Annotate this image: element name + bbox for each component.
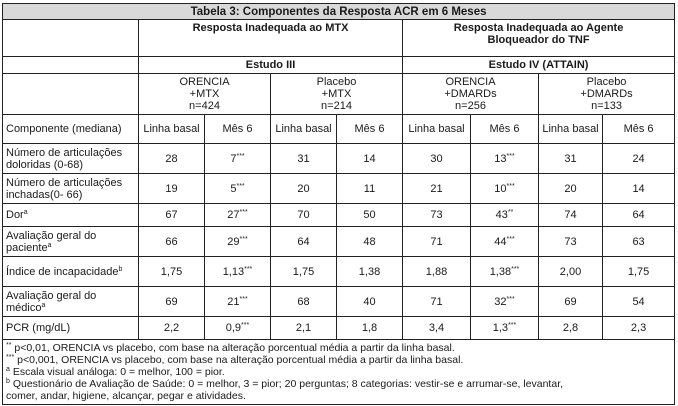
row-label-text: Número de articulações inchadas(0- 66) <box>6 176 123 201</box>
row-label <box>3 257 139 287</box>
footnote-mark: a <box>6 366 10 373</box>
footnote-marker: a <box>23 209 28 216</box>
value-cell <box>205 227 271 257</box>
column-header-row <box>3 115 675 144</box>
table-row <box>3 257 675 287</box>
footnote-mark: *** <box>6 354 15 361</box>
value-cell <box>403 227 471 257</box>
value-cell <box>271 174 337 204</box>
table-title-row <box>3 4 675 20</box>
value-text: 64 <box>297 235 310 248</box>
value-text: 73 <box>564 235 577 248</box>
value-text: 31 <box>564 152 577 165</box>
component-header: Componente (mediana) <box>3 115 139 144</box>
value-text: 27 <box>227 209 240 221</box>
arm-header-orencia-mtx <box>139 74 271 115</box>
time-header: Linha basal <box>403 115 471 144</box>
value-text: 13 <box>494 152 507 165</box>
value-cell <box>271 227 337 257</box>
significance-marker: *** <box>508 322 517 329</box>
value-cell <box>337 204 403 227</box>
row-label-text: Dor <box>6 209 24 221</box>
arm-header-placebo-dmards <box>539 74 675 115</box>
value-cell <box>603 317 675 340</box>
value-text: 1,88 <box>425 265 448 278</box>
value-text: 11 <box>363 182 376 195</box>
footnote-text: comer, andar, higiene, alcançar, pegar e atividades. <box>6 390 246 402</box>
value-text: 74 <box>564 209 577 221</box>
value-cell <box>403 317 471 340</box>
arm-header-orencia-dmards <box>403 74 539 115</box>
value-cell <box>471 317 539 340</box>
value-cell <box>471 174 539 204</box>
group-header-mtx: Resposta Inadequada ao MTX <box>139 20 403 57</box>
footnote <box>6 354 671 366</box>
value-text: 2,8 <box>562 322 579 334</box>
significance-marker: *** <box>239 295 248 303</box>
value-cell <box>271 257 337 287</box>
value-text: 24 <box>632 152 645 165</box>
value-text: 1,8 <box>361 322 378 334</box>
value-cell <box>539 144 603 174</box>
value-cell <box>139 317 205 340</box>
value-cell <box>271 287 337 317</box>
value-text: 31 <box>297 152 310 165</box>
arm-combo: +DMARDs <box>580 88 633 100</box>
table-row <box>3 204 675 227</box>
value-text: 1,38 <box>489 265 512 278</box>
value-cell <box>139 144 205 174</box>
value-cell <box>337 144 403 174</box>
value-cell <box>271 317 337 340</box>
value-cell <box>471 287 539 317</box>
value-text: 0,9 <box>225 322 242 334</box>
time-header: Linha basal <box>271 115 337 144</box>
value-text: 28 <box>165 152 178 165</box>
value-cell <box>403 204 471 227</box>
value-text: 70 <box>297 209 310 221</box>
value-text: 21 <box>430 182 443 195</box>
footnotes <box>3 340 675 405</box>
value-cell <box>205 144 271 174</box>
footnote-text: Escala visual análoga: 0 = melhor, 100 = pior. <box>9 366 225 378</box>
value-cell <box>539 317 603 340</box>
row-label <box>3 287 139 317</box>
significance-marker: *** <box>236 152 245 160</box>
value-text: 2,1 <box>295 322 312 334</box>
value-text: 48 <box>363 235 376 248</box>
arm-combo: +MTX <box>321 88 352 100</box>
value-text: 3,4 <box>428 322 445 334</box>
value-cell <box>539 174 603 204</box>
value-text: 71 <box>430 295 443 308</box>
value-cell <box>403 257 471 287</box>
significance-marker: *** <box>506 182 515 190</box>
footnote-marker: b <box>118 265 123 273</box>
row-label <box>3 227 139 257</box>
value-cell <box>471 257 539 287</box>
footnote <box>6 342 671 354</box>
value-cell <box>139 257 205 287</box>
time-header: Mês 6 <box>337 115 403 144</box>
significance-marker: *** <box>239 209 248 216</box>
value-text: 14 <box>632 182 645 195</box>
value-text: 30 <box>430 152 443 165</box>
value-cell <box>603 287 675 317</box>
row-label <box>3 317 139 340</box>
row-label-text: PCR (mg/dL) <box>6 322 71 334</box>
group-header-tnf <box>403 20 675 57</box>
value-text: 1,13 <box>222 265 245 278</box>
value-text: 1,3 <box>492 322 509 334</box>
arm-header-placebo-mtx <box>271 74 403 115</box>
footnote-text: p<0,001, ORENCIA vs placebo, com base na alteração porcentual média a partir da linha basal. <box>14 354 464 366</box>
time-header: Mês 6 <box>471 115 539 144</box>
table-title: Tabela 3: Componentes da Resposta ACR em 6 Meses <box>3 4 675 20</box>
value-text: 2,2 <box>163 322 180 334</box>
significance-marker: *** <box>239 235 248 243</box>
value-text: 2,3 <box>630 322 647 334</box>
value-text: 40 <box>363 295 376 308</box>
row-label <box>3 144 139 174</box>
value-text: 10 <box>494 182 507 195</box>
significance-marker: *** <box>236 182 245 190</box>
footnote-marker: a <box>41 301 46 309</box>
study-header-iv: Estudo IV (ATTAIN) <box>403 57 675 74</box>
value-text: 64 <box>632 209 645 221</box>
value-cell <box>205 317 271 340</box>
footnote-mark: ** <box>6 342 12 349</box>
value-cell <box>403 174 471 204</box>
table-wrapper <box>2 3 674 405</box>
value-cell <box>205 174 271 204</box>
table-row <box>3 317 675 340</box>
time-header: Linha basal <box>139 115 205 144</box>
value-text: 21 <box>227 295 240 308</box>
value-text: 20 <box>297 182 310 195</box>
value-text: 14 <box>363 152 376 165</box>
value-cell <box>403 287 471 317</box>
value-cell <box>337 227 403 257</box>
value-text: 44 <box>494 235 507 248</box>
value-text: 7 <box>230 152 237 165</box>
value-cell <box>139 204 205 227</box>
value-cell <box>603 257 675 287</box>
footnote-text: p<0,01, ORENCIA vs placebo, com base na alteração porcentual média a partir da linha basal. <box>11 342 455 354</box>
value-text: 63 <box>632 235 645 248</box>
value-cell <box>603 204 675 227</box>
value-text: 1,75 <box>160 265 183 278</box>
value-cell <box>139 174 205 204</box>
significance-marker: *** <box>506 152 515 160</box>
value-cell <box>139 287 205 317</box>
arm-name: ORENCIA <box>179 76 230 88</box>
value-cell <box>205 257 271 287</box>
value-cell <box>337 287 403 317</box>
footnote <box>6 366 671 378</box>
value-text: 5 <box>230 182 237 195</box>
table-row <box>3 227 675 257</box>
value-text: 1,75 <box>627 265 650 278</box>
value-cell <box>603 174 675 204</box>
footnote <box>6 378 671 390</box>
row-label <box>3 204 139 227</box>
footnotes-row <box>3 340 675 405</box>
value-cell <box>539 287 603 317</box>
value-cell <box>603 144 675 174</box>
footnote <box>6 390 671 402</box>
arm-combo: +MTX <box>189 88 220 100</box>
value-cell <box>271 144 337 174</box>
empty-cell <box>3 57 139 74</box>
arm-n: n=424 <box>189 100 220 112</box>
row-label-text: Avaliação geral do médico <box>6 289 97 314</box>
group-header-tnf-text: Resposta Inadequada ao Agente Bloqueador do TNF <box>453 22 624 46</box>
value-cell <box>337 257 403 287</box>
value-cell <box>539 257 603 287</box>
value-text: 43 <box>495 209 508 221</box>
arm-n: n=214 <box>321 100 352 112</box>
arm-name: Placebo <box>586 76 627 88</box>
acr-response-table <box>2 3 675 405</box>
value-cell <box>271 204 337 227</box>
row-label-text: Número de articulações doloridas (0-68) <box>6 146 123 171</box>
value-text: 19 <box>165 182 178 195</box>
arm-n: n=256 <box>455 100 486 112</box>
time-header: Mês 6 <box>205 115 271 144</box>
value-cell <box>471 144 539 174</box>
arm-name: Placebo <box>316 76 357 88</box>
value-text: 32 <box>494 295 507 308</box>
significance-marker: *** <box>244 265 253 273</box>
table-row <box>3 287 675 317</box>
value-cell <box>205 287 271 317</box>
footnote-mark: b <box>6 378 10 385</box>
group-header-row <box>3 20 675 57</box>
value-cell <box>139 227 205 257</box>
value-cell <box>205 204 271 227</box>
empty-cell <box>3 74 139 115</box>
footnote-text: Questionário de Avaliação de Saúde: 0 = melhor, 3 = pior; 20 perguntas; 8 categorias: vestir-se e arrumar-se, levantar, <box>9 378 564 390</box>
table-body <box>3 144 675 340</box>
value-cell <box>403 144 471 174</box>
empty-cell <box>3 20 139 57</box>
value-cell <box>539 204 603 227</box>
arm-n: n=133 <box>591 100 623 112</box>
time-header: Linha basal <box>539 115 603 144</box>
arm-header-row <box>3 74 675 115</box>
value-cell <box>471 227 539 257</box>
row-label-text: Índice de incapacidade <box>6 265 119 278</box>
value-text: 50 <box>363 209 376 221</box>
value-text: 1,38 <box>358 265 381 278</box>
value-text: 1,75 <box>292 265 315 278</box>
value-text: 29 <box>227 235 240 248</box>
significance-marker: ** <box>507 209 514 216</box>
value-text: 73 <box>430 209 443 221</box>
value-cell <box>471 204 539 227</box>
table-row <box>3 144 675 174</box>
value-text: 68 <box>297 295 310 308</box>
study-header-row <box>3 57 675 74</box>
significance-marker: *** <box>506 235 515 243</box>
study-header-iii: Estudo III <box>139 57 403 74</box>
significance-marker: *** <box>506 295 515 303</box>
significance-marker: *** <box>511 265 520 273</box>
significance-marker: *** <box>241 322 250 329</box>
arm-name: ORENCIA <box>445 76 496 88</box>
row-label <box>3 174 139 204</box>
arm-combo: +DMARDs <box>444 88 497 100</box>
value-cell <box>539 227 603 257</box>
time-header: Mês 6 <box>603 115 675 144</box>
value-cell <box>337 174 403 204</box>
value-text: 2,00 <box>559 265 582 278</box>
value-text: 69 <box>564 295 577 308</box>
value-text: 66 <box>165 235 178 248</box>
footnote-marker: a <box>47 241 52 249</box>
value-text: 20 <box>564 182 577 195</box>
table-row <box>3 174 675 204</box>
value-text: 54 <box>632 295 645 308</box>
value-cell <box>603 227 675 257</box>
value-cell <box>337 317 403 340</box>
value-text: 71 <box>430 235 443 248</box>
row-label-text: Avaliação geral do paciente <box>6 229 97 254</box>
value-text: 67 <box>165 209 178 221</box>
value-text: 69 <box>165 295 178 308</box>
